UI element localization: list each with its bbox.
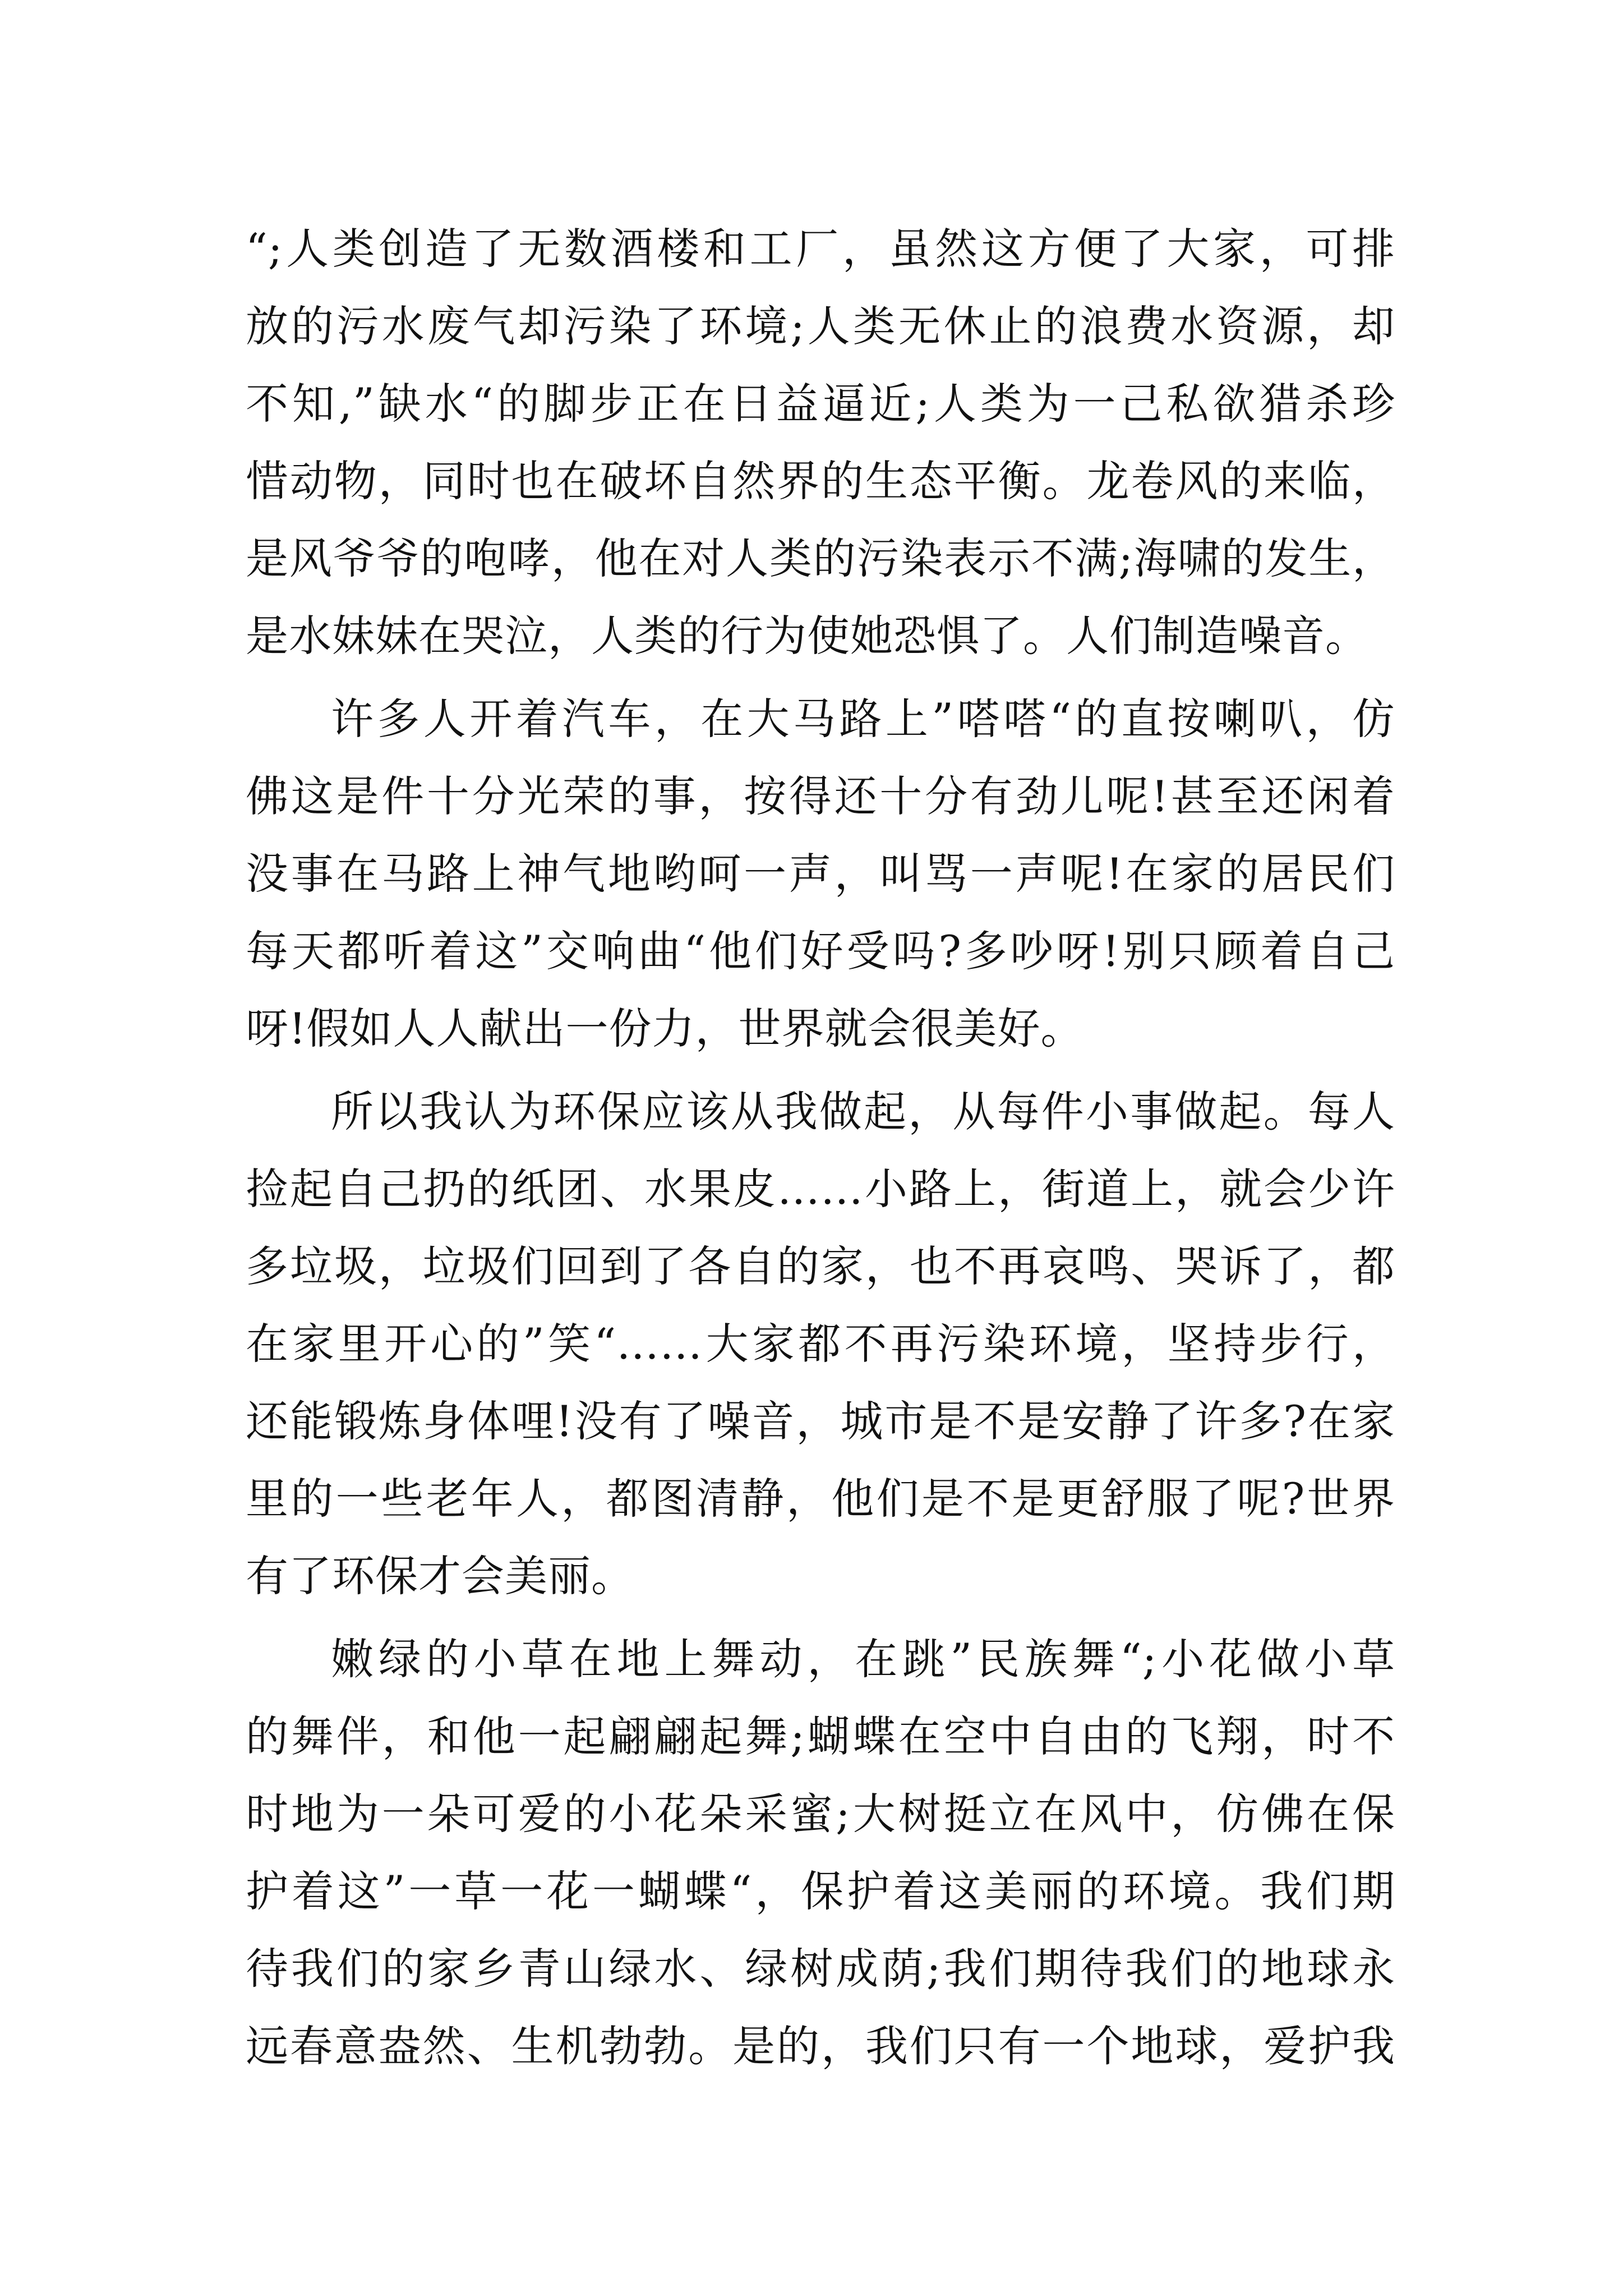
text-line: 远春意盎然、生机勃勃。是的，我们只有一个地球，爱护我 [246, 2021, 1395, 2071]
text-line: 时地为一朵可爱的小花朵采蜜;大树挺立在风中，仿佛在保 [246, 1789, 1395, 1839]
text-line: 有了环保才会美丽。 [246, 1551, 634, 1601]
text-line: 没事在马路上神气地哟呵一声，叫骂一声呢!在家的居民们 [246, 849, 1395, 899]
text-line: 在家里开心的”笑“……大家都不再污染环境，坚持步行， [246, 1319, 1395, 1369]
text-line: 嫩绿的小草在地上舞动，在跳”民族舞“;小花做小草 [331, 1634, 1395, 1684]
paragraph-4 [246, 1621, 1395, 2085]
paragraph-2 [246, 680, 1395, 1068]
text-line: 是水妹妹在哭泣，人类的行为使她恐惧了。人们制造噪音。 [246, 611, 1368, 661]
text-line: 许多人开着汽车，在大马路上”嗒嗒“的直按喇叭，仿 [331, 694, 1395, 744]
text-line: 护着这”一草一花一蝴蝶“，保护着这美丽的环境。我们期 [246, 1866, 1395, 1916]
text-line: “;人类创造了无数酒楼和工厂，虽然这方便了大家，可排 [246, 224, 1395, 274]
text-line: 捡起自己扔的纸团、水果皮……小路上，街道上，就会少许 [246, 1164, 1395, 1214]
text-line: 佛这是件十分光荣的事，按得还十分有劲儿呢!甚至还闲着 [246, 771, 1395, 821]
text-line: 每天都听着这”交响曲“他们好受吗?多吵呀!别只顾着自己 [246, 926, 1395, 976]
text-line: 还能锻炼身体哩!没有了噪音，城市是不是安静了许多?在家 [246, 1396, 1395, 1446]
text-line: 里的一些老年人，都图清静，他们是不是更舒服了呢?世界 [246, 1474, 1395, 1524]
text-line: 待我们的家乡青山绿水、绿树成荫;我们期待我们的地球永 [246, 1944, 1395, 1994]
document-body [246, 210, 1395, 2085]
text-line: 的舞伴，和他一起翩翩起舞;蝴蝶在空中自由的飞翔，时不 [246, 1711, 1395, 1761]
paragraph-1 [246, 210, 1395, 675]
text-line: 所以我认为环保应该从我做起，从每件小事做起。每人 [331, 1087, 1395, 1137]
text-line: 不知,”缺水“的脚步正在日益逼近;人类为一己私欲猎杀珍 [246, 379, 1395, 429]
text-line: 惜动物，同时也在破坏自然界的生态平衡。龙卷风的来临， [246, 456, 1395, 506]
text-line: 呀!假如人人献出一份力，世界就会很美好。 [246, 1004, 1084, 1053]
text-line: 多垃圾，垃圾们回到了各自的家，也不再哀鸣、哭诉了，都 [246, 1241, 1395, 1291]
paragraph-3 [246, 1073, 1395, 1615]
text-line: 是风爷爷的咆哮，他在对人类的污染表示不满;海啸的发生， [246, 533, 1395, 583]
text-line: 放的污水废气却污染了环境;人类无休止的浪费水资源，却 [246, 301, 1395, 351]
